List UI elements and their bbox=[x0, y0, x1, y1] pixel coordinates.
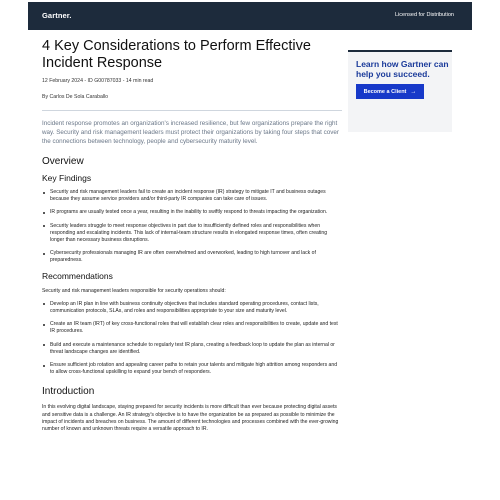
recommendations-heading: Recommendations bbox=[42, 270, 113, 281]
page-title: 4 Key Considerations to Perform Effective Incident Response bbox=[42, 38, 311, 71]
top-bar bbox=[28, 2, 472, 30]
promo-heading: Learn how Gartner can help you succeed. bbox=[356, 59, 449, 79]
become-a-client-button[interactable] bbox=[356, 84, 424, 99]
list-item: Ensure sufficient job rotation and appealing career paths to retain your talents and mitigate high attrition among responders and to allow cross-functional upskilling to expand your bench of responders. bbox=[42, 362, 342, 376]
article-meta: 12 February 2024 - ID G00787033 - 14 min read bbox=[42, 78, 154, 84]
client-promo-box bbox=[348, 50, 452, 132]
article-content bbox=[42, 38, 342, 433]
list-item: Cybersecurity professionals managing IR are often overwhelmed and overworked, leading to high turnover and lack of preparedness. bbox=[42, 250, 342, 264]
article-author: By Carlos De Sola Caraballo bbox=[42, 94, 109, 100]
list-item: Build and execute a maintenance schedule to regularly test IR plans, creating a feedback loop to update the plan as internal or threat landscape changes are identified. bbox=[42, 342, 342, 356]
divider bbox=[42, 110, 342, 111]
article-summary: Incident response promotes an organization's increased resilience, but few organizations prepare the right way. Security and risk management leaders must protect their organizations by taking four steps that cover the connections between technology, people and cybersecurity maturity level. bbox=[42, 120, 340, 145]
article-page bbox=[28, 30, 472, 500]
key-findings-list bbox=[42, 189, 342, 265]
list-item: IR programs are usually tested once a year, resulting in the inability to swiftly respond to threats impacting the organization. bbox=[42, 209, 342, 216]
gartner-logo[interactable]: Gartner. bbox=[42, 11, 72, 20]
recommendations-intro: Security and risk management leaders responsible for security operations should: bbox=[42, 287, 226, 294]
recommendations-list bbox=[42, 301, 342, 377]
list-item: Security leaders struggle to meet response objectives in part due to insufficiently defined roles and responsibilities when responding and escalating incidents. This lack of internal-team structure results in elongated response times, often creating longer than necessary business disruptions. bbox=[42, 223, 342, 245]
list-item: Security and risk management leaders fail to create an incident response (IR) strategy to mitigate IT and business outages because they assume service providers and/or third-party IR companies can take care of issues. bbox=[42, 189, 342, 203]
cta-label: Become a Client bbox=[363, 88, 407, 95]
list-item: Create an IR team (IRT) of key cross-functional roles that will establish clear roles and responsibilities to create, update and test IR procedures. bbox=[42, 321, 342, 335]
key-findings-heading: Key Findings bbox=[42, 173, 92, 183]
introduction-text: In this evolving digital landscape, staying prepared for security incidents is more difficult than ever because protecting digital assets and sensitive data is a challenge. An IR strategy's objective is to have the organization be as prepared as possible to minimize the impact of incidents and breaches on business. The amount of different technologies and processes combined with the ever-growing number of known and unknown threats require a versatile approach to IR. bbox=[42, 404, 339, 433]
introduction-heading: Introduction bbox=[42, 386, 95, 398]
arrow-right-icon: → bbox=[410, 88, 417, 95]
license-label: Licensed for Distribution bbox=[394, 12, 454, 18]
overview-heading: Overview bbox=[42, 156, 84, 167]
list-item: Develop an IR plan in line with business continuity objectives that includes standard operating procedures, contact lists, communication protocols, SLAs, and roles and responsibilities appropriate to your size and maturity level. bbox=[42, 301, 342, 315]
